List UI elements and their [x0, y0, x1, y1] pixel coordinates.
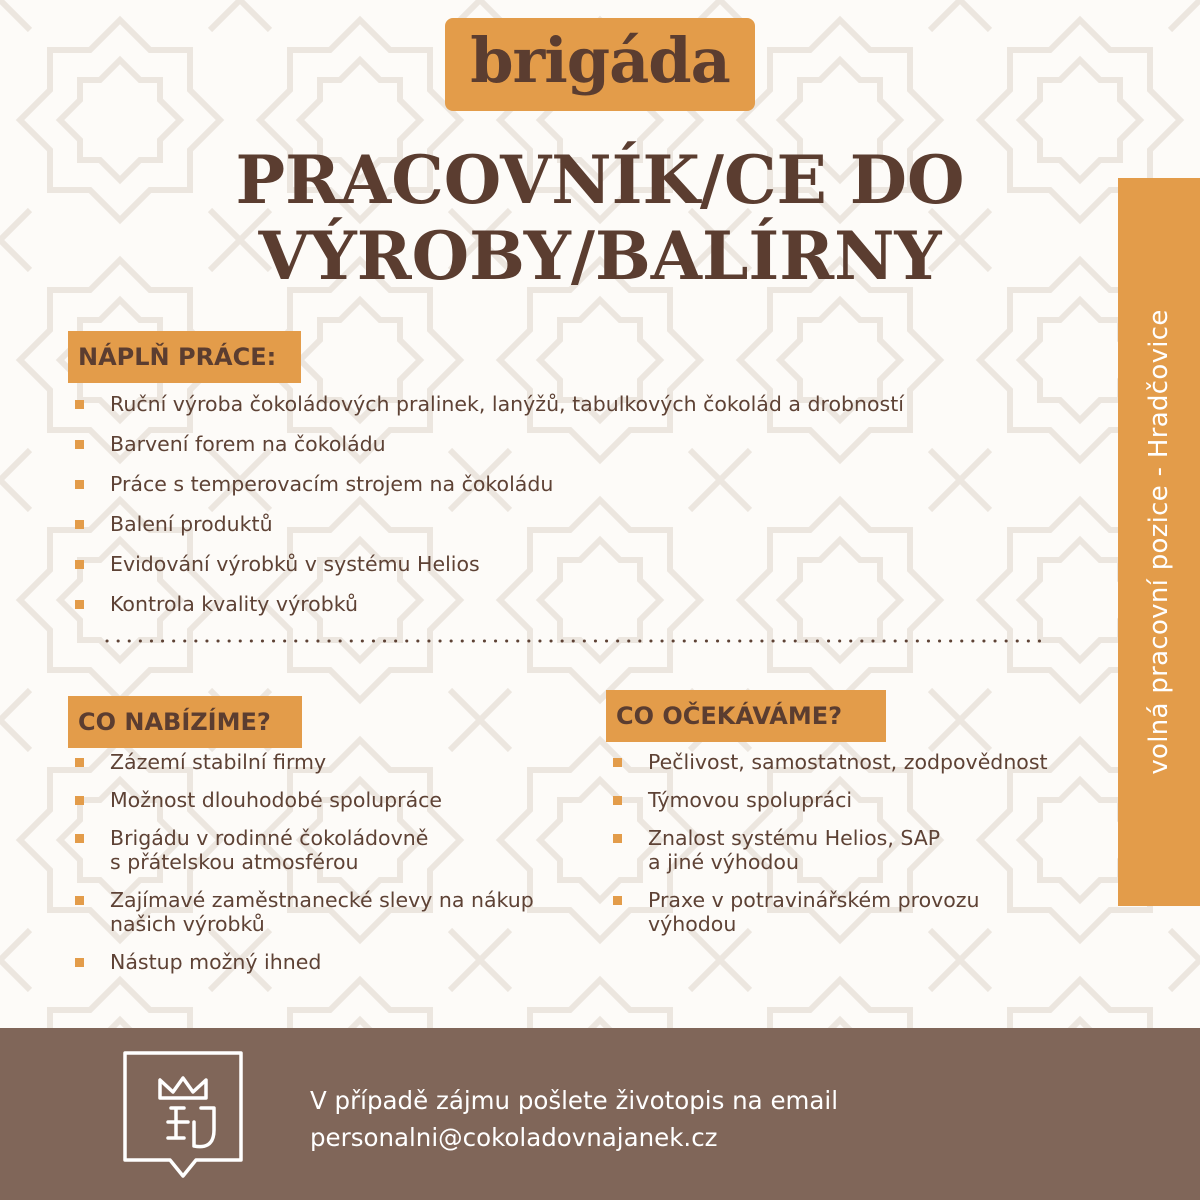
list-item	[68, 552, 904, 592]
bullet-icon	[75, 520, 84, 529]
list-item-text: Týmovou spolupráci	[648, 788, 853, 812]
bullet-icon	[75, 400, 84, 409]
brigada-badge	[445, 18, 755, 111]
title-line-1: PRACOVNÍK/CE DO	[235, 141, 965, 219]
list-item	[606, 750, 1048, 774]
list-item	[68, 392, 904, 432]
list-item	[606, 788, 1048, 812]
bullet-icon	[613, 758, 622, 767]
company-logo	[122, 1050, 244, 1180]
list-item-text: Práce s temperovacím strojem na čokoládu	[110, 472, 554, 496]
napln-list	[68, 392, 904, 632]
bullet-icon	[613, 796, 622, 805]
list-item	[68, 592, 904, 632]
list-item	[68, 826, 534, 874]
list-item-text: Barvení forem na čokoládu	[110, 432, 386, 456]
list-item	[68, 750, 534, 774]
badge-text: brigáda	[470, 23, 730, 97]
bullet-icon	[75, 796, 84, 805]
list-item	[68, 512, 904, 552]
bullet-icon	[75, 758, 84, 767]
page-title	[0, 142, 1200, 294]
list-item-text: Praxe v potravinářském provozu	[648, 888, 980, 912]
list-item	[606, 888, 1048, 936]
list-item-text: Brigádu v rodinné čokoládovně	[110, 826, 429, 850]
list-item-text: Evidování výrobků v systému Helios	[110, 552, 480, 576]
nabizime-list	[68, 750, 534, 988]
footer-email[interactable]: personalni@cokoladovnajanek.cz	[310, 1123, 718, 1152]
bullet-icon	[75, 440, 84, 449]
ocekavame-list	[606, 750, 1048, 950]
bullet-icon	[75, 480, 84, 489]
list-item-text: Možnost dlouhodobé spolupráce	[110, 788, 443, 812]
list-item	[68, 788, 534, 812]
list-item	[68, 472, 904, 512]
list-item-text: a jiné výhodou	[648, 850, 799, 874]
side-banner-text: volná pracovní pozice - Hradčovice	[1144, 309, 1174, 775]
title-line-2: VÝROBY/BALÍRNY	[258, 217, 942, 295]
bullet-icon	[75, 560, 84, 569]
list-item-text: Znalost systému Helios, SAP	[648, 826, 941, 850]
bullet-icon	[75, 896, 84, 905]
list-item-text: Zajímavé zaměstnanecké slevy na nákup	[110, 888, 534, 912]
list-item	[68, 888, 534, 936]
dotted-divider	[105, 636, 1050, 646]
bullet-icon	[613, 896, 622, 905]
list-item	[606, 826, 1048, 874]
list-item-text: Zázemí stabilní firmy	[110, 750, 327, 774]
bullet-icon	[75, 958, 84, 967]
footer-contact	[310, 1082, 838, 1156]
napln-heading: NÁPLŇ PRÁCE:	[68, 331, 301, 383]
ocekavame-heading: CO OČEKÁVÁME?	[606, 690, 886, 742]
nabizime-heading: CO NABÍZÍME?	[68, 696, 302, 748]
bullet-icon	[75, 600, 84, 609]
list-item-text: Kontrola kvality výrobků	[110, 592, 358, 616]
list-item	[68, 432, 904, 472]
list-item-text: s přátelskou atmosférou	[110, 850, 359, 874]
bullet-icon	[613, 834, 622, 843]
list-item-text: Ruční výroba čokoládových pralinek, lanýžů, tabulkových čokolád a drobností	[110, 392, 904, 416]
list-item-text: výhodou	[648, 912, 737, 936]
footer-line-1: V případě zájmu pošlete životopis na email	[310, 1086, 839, 1115]
list-item-text: našich výrobků	[110, 912, 265, 936]
bullet-icon	[75, 834, 84, 843]
list-item-text: Pečlivost, samostatnost, zodpovědnost	[648, 750, 1048, 774]
list-item-text: Nástup možný ihned	[110, 950, 322, 974]
side-banner	[1118, 178, 1200, 906]
list-item	[68, 950, 534, 974]
list-item-text: Balení produktů	[110, 512, 273, 536]
